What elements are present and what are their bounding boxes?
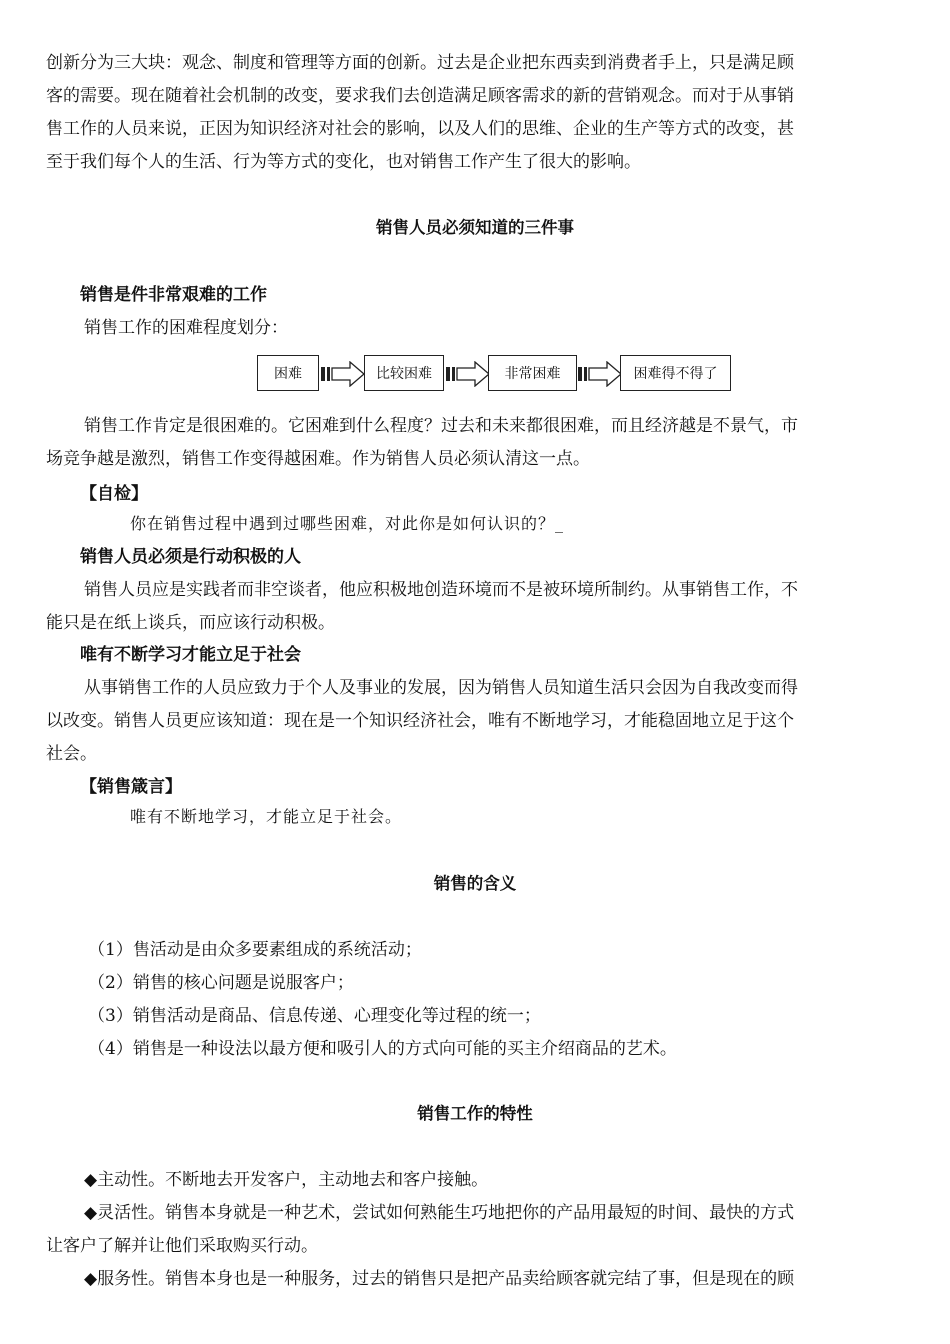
bullet-initiative: ◆主动性。不断地去开发客户，主动地去和客户接触。 [84, 1170, 489, 1190]
heading-sales-is-hard: 销售是件非常艰难的工作 [80, 285, 267, 305]
bullet-flexibility-line-1: ◆灵活性。销售本身就是一种艺术，尝试如何熟能生巧地把你的产品用最短的时间、最快的方式 [84, 1203, 795, 1223]
heading-be-proactive: 销售人员必须是行动积极的人 [80, 547, 301, 567]
flow-box-extremely-difficult: 困难得不得了 [620, 355, 731, 391]
bullet-flexibility-line-2: 让客户了解并让他们采取购买行动。 [46, 1236, 318, 1256]
self-check-tag: 【自检】 [80, 484, 148, 504]
self-check-question: 你在销售过程中遇到过哪些困难，对此你是如何认识的？_ [130, 514, 565, 533]
list-item: （1）售活动是由众多要素组成的系统活动； [88, 940, 422, 960]
paragraph-learning-line-1: 从事销售工作的人员应致力于个人及事业的发展，因为销售人员知道生活只会因为自我改变而得 [84, 678, 798, 698]
list-item: （4）销售是一种设法以最方便和吸引人的方式向可能的买主介绍商品的艺术。 [88, 1039, 677, 1059]
list-item: （3）销售活动是商品、信息传递、心理变化等过程的统一； [88, 1006, 541, 1026]
section-title-sales-characteristics: 销售工作的特性 [417, 1104, 533, 1123]
intro-line-3: 售工作的人员来说，正因为知识经济对社会的影响，以及人们的思维、企业的生产等方式的改变，甚 [46, 119, 794, 139]
paragraph-learning-line-3: 社会。 [46, 744, 97, 764]
paragraph-learning-line-2: 以改变。销售人员更应该知道：现在是一个知识经济社会，唯有不断地学习，才能稳固地立足于这个 [46, 711, 794, 731]
intro-line-2: 客的需要。现在随着社会机制的改变，要求我们去创造满足顾客需求的新的营销观念。而对于从事销 [46, 86, 794, 106]
flow-box-difficult: 困难 [257, 355, 319, 391]
flow-box-fairly-difficult: 比较困难 [364, 355, 444, 391]
flow-arrow-icon [320, 361, 366, 387]
intro-line-1: 创新分为三大块：观念、制度和管理等方面的创新。过去是企业把东西卖到消费者手上，只是满足顾 [46, 53, 794, 73]
paragraph-proactive-line-1: 销售人员应是实践者而非空谈者，他应积极地创造环境而不是被环境所制约。从事销售工作，不 [84, 580, 798, 600]
intro-line-4: 至于我们每个人的生活、行为等方式的变化，也对销售工作产生了很大的影响。 [46, 152, 641, 172]
heading-keep-learning: 唯有不断学习才能立足于社会 [80, 645, 301, 665]
flow-arrow-icon [577, 361, 623, 387]
list-item: （2）销售的核心问题是说服客户； [88, 973, 354, 993]
section-title-three-things: 销售人员必须知道的三件事 [376, 218, 574, 237]
flow-box-very-difficult: 非常困难 [488, 355, 577, 391]
paragraph-proactive-line-2: 能只是在纸上谈兵，而应该行动积极。 [46, 613, 335, 633]
difficulty-intro-text: 销售工作的困难程度划分： [84, 318, 288, 338]
bullet-service-line-1: ◆服务性。销售本身也是一种服务，过去的销售只是把产品卖给顾客就完结了事，但是现在的顾 [84, 1269, 795, 1289]
flow-arrow-icon [445, 361, 491, 387]
section-title-meaning-of-sales: 销售的含义 [433, 874, 517, 893]
paragraph-difficulty-line-2: 场竞争越是激烈，销售工作变得越困难。作为销售人员必须认清这一点。 [46, 449, 590, 469]
sales-motto-text: 唯有不断地学习，才能立足于社会。 [130, 807, 403, 826]
paragraph-difficulty-line-1: 销售工作肯定是很困难的。它困难到什么程度？过去和未来都很困难，而且经济越是不景气，市 [84, 416, 798, 436]
sales-motto-tag: 【销售箴言】 [80, 777, 182, 797]
